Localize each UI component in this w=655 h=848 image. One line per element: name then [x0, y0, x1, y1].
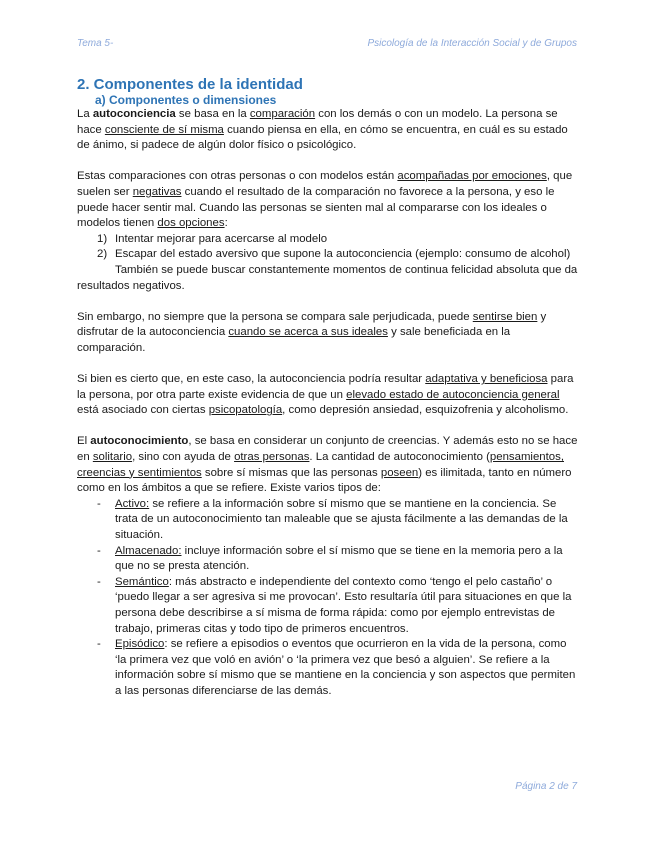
- types-list: [77, 497, 579, 700]
- paragraph-felicidad: También se puede buscar constantemente momentos de continua felicidad absoluta que da resultados negativos.: [77, 263, 578, 292]
- list-item: [77, 637, 579, 699]
- paragraph-si-bien: [77, 372, 579, 419]
- type-description: : se refiere a episodios o eventos que ocurrieron en la vida de la persona, como ‘la primera vez que voló en avión’ o ‘la primera vez que besó a alguien’. Se refiere a la información sobre sí mismo que se mantiene en la conciencia y son aspectos que permiten a las personas diferenciarse de las demás.: [115, 638, 576, 697]
- text: . La cantidad de autoconocimiento (: [309, 451, 490, 464]
- underlined-text: psicopatología: [208, 404, 283, 417]
- list-number: 1): [97, 232, 108, 245]
- paragraph-autoconciencia: [77, 107, 579, 154]
- underlined-text: consciente de sí misma: [104, 123, 224, 136]
- text: Si bien es cierto que, en este caso, la autoconciencia podría resultar: [77, 373, 426, 386]
- underlined-text: pensamientos, creencias y sentimientos: [77, 451, 564, 479]
- type-description: : más abstracto e independiente del contexto como ‘tengo el pelo castaño’ o ‘puedo llegar a ser agresiva si me provocan’. Esto resultaría útil para situaciones en que la persona debe describirse a sí misma de forma rápida: como por ejemplo entrevistas de trabajo, primeras citas y todo tipo de primeros encuentros.: [115, 575, 572, 635]
- document-body: [77, 76, 579, 700]
- text: El: [77, 435, 91, 448]
- options-list: [77, 232, 579, 263]
- text: :: [224, 217, 228, 230]
- type-term: Activo:: [115, 497, 150, 510]
- list-item-text: Intentar mejorar para acercarse al modelo: [115, 232, 328, 245]
- underlined-text: comparación: [249, 108, 316, 120]
- dash-bullet: -: [97, 544, 101, 557]
- list-number: 2): [97, 248, 108, 261]
- text: se basa en la: [175, 108, 250, 120]
- text: Estas comparaciones con otras personas o con modelos están: [77, 170, 398, 183]
- list-item: [77, 232, 579, 248]
- type-description: incluye información sobre el sí mismo que se tiene en la memoria pero a la que no se presta atención.: [115, 544, 563, 573]
- type-term: Semántico: [115, 575, 169, 588]
- text: cuando piensa en ella, en cómo se encuentra, en cuál es su estado de ánimo, si padece de algún dolor físico o psicológico.: [77, 123, 568, 152]
- dash-bullet: -: [97, 638, 101, 651]
- bold-term: autoconciencia: [92, 108, 176, 120]
- underlined-text: acompañadas por emociones: [397, 170, 547, 183]
- list-item-text: Escapar del estado aversivo que supone la autoconciencia (ejemplo: consumo de alcohol): [115, 248, 571, 261]
- type-term: Almacenado:: [115, 544, 182, 557]
- list-item: [77, 497, 579, 544]
- underlined-text: negativas: [132, 185, 182, 198]
- underlined-text: cuando se acerca a sus ideales: [228, 326, 388, 339]
- list-item: [77, 575, 579, 637]
- paragraph-autoconocimiento: [77, 434, 579, 496]
- text: , se basa en considerar un conjunto de creencias. Y además esto no se hace en: [77, 435, 578, 464]
- header-topic: Tema 5-: [77, 38, 114, 49]
- header-course-title: Psicología de la Interacción Social y de Grupos: [367, 38, 577, 49]
- text: Sin embargo, no siempre que la persona se compara sale perjudicada, puede: [77, 310, 473, 323]
- text: cuando el resultado de la comparación no favorece a la persona, y eso le puede hacer sentir mal. Cuando las personas se sienten mal al compararse con los ideales o modelos tienen: [77, 185, 555, 230]
- underlined-text: elevado estado de autoconciencia general: [346, 388, 560, 401]
- paragraph-sin-embargo: [77, 310, 579, 357]
- section-title: 2. Componentes de la identidad: [77, 76, 303, 93]
- text: con los demás o con un modelo. La persona se hace: [77, 108, 558, 136]
- type-description: se refiere a la información sobre sí mismo que se mantiene en la conciencia. Se trata de un autoconocimiento tan maleable que se ajusta fácilmente a las demandas de la situación.: [115, 497, 568, 542]
- text: , sino con ayuda de: [132, 451, 235, 464]
- text: ) es ilimitada, tanto en número como en los ámbitos a que se refiere. Existe varios tipos de:: [77, 466, 572, 495]
- underlined-text: adaptativa y beneficiosa: [425, 373, 548, 386]
- section-subtitle: a) Componentes o dimensiones: [95, 93, 277, 107]
- text: está asociado con ciertas: [77, 404, 209, 417]
- text: y disfrutar de la autoconciencia: [77, 310, 547, 339]
- underlined-text: otras personas: [234, 451, 310, 464]
- dash-bullet: -: [97, 575, 101, 588]
- bold-term: autoconocimiento: [90, 435, 189, 448]
- list-item: [77, 544, 579, 575]
- underlined-text: sentirse bien: [472, 310, 538, 323]
- text: sobre sí mismas que las personas: [201, 466, 381, 479]
- paragraph-comparaciones: [77, 169, 579, 231]
- underlined-text: solitario: [92, 451, 133, 464]
- text: , como depresión ansiedad, esquizofrenia y alcoholismo.: [282, 404, 569, 417]
- page-number: Página 2 de 7: [515, 781, 577, 792]
- text: y sale beneficiada en la comparación.: [77, 326, 511, 354]
- dash-bullet: -: [97, 497, 101, 510]
- type-term: Episódico: [115, 638, 165, 651]
- text: , que suelen ser: [77, 170, 573, 198]
- text: para la persona, por otra parte existe evidencia de que un: [77, 373, 574, 401]
- list-item: [77, 247, 579, 263]
- underlined-text: dos opciones: [157, 217, 225, 230]
- underlined-text: poseen: [380, 466, 419, 479]
- text: La: [77, 108, 93, 120]
